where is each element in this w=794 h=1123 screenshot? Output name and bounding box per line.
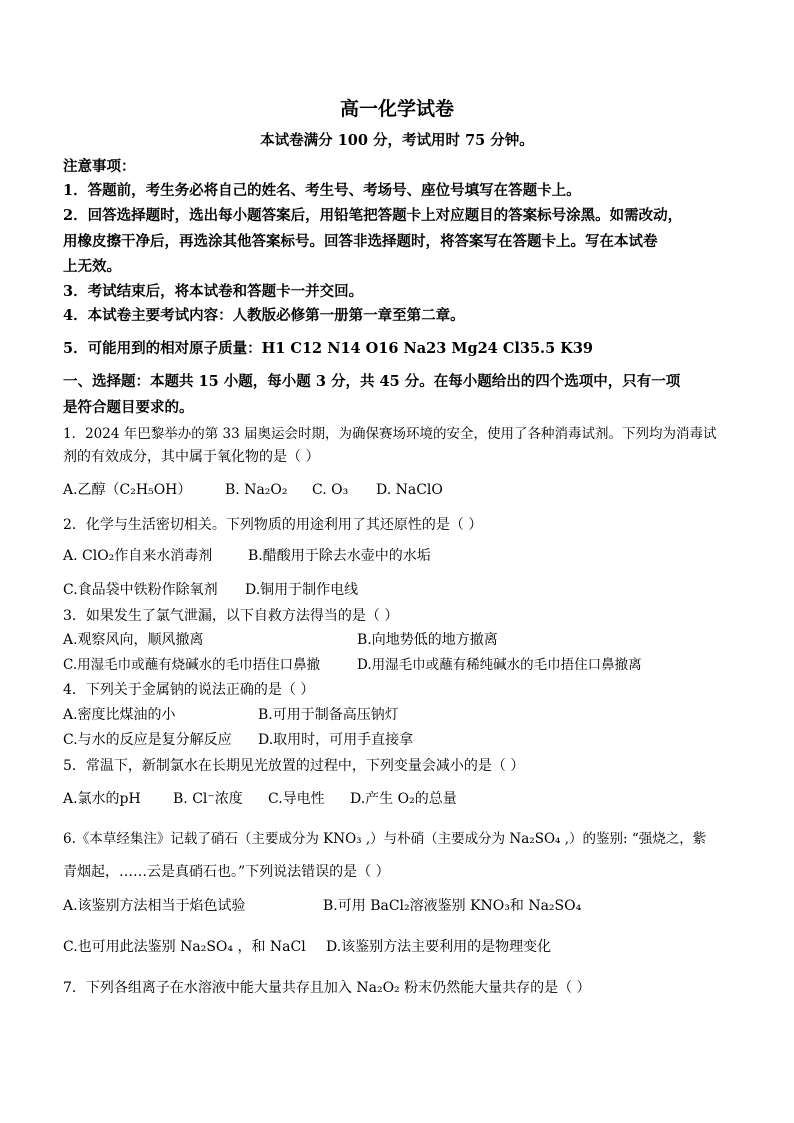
q6-stem-line-1: 6.《本草经集注》记载了硝石（主要成分为 KNO₃ ,）与朴硝（主要成分为 Na₂SO₄ ,）的鉴别: “强烧之，紫 xyxy=(63,831,707,847)
q3-option-c: C.用湿毛巾或蘸有烧碱水的毛巾捂住口鼻撤 xyxy=(63,657,321,673)
q6-option-d: D.该鉴别方法主要利用的是物理变化 xyxy=(326,939,552,955)
q2-option-b: B.醋酸用于除去水壶中的水垢 xyxy=(248,548,431,564)
q1-stem-line-1: 1．2024 年巴黎举办的第 33 届奥运会时期，为确保赛场环境的安全，使用了各种消毒试剂。下列均为消毒试 xyxy=(63,426,717,442)
q5-option-b: B. Cl⁻浓度 xyxy=(173,791,243,807)
q6-stem-line-2: 青烟起，……云是真硝石也。”下列说法错误的是（ ） xyxy=(63,864,390,880)
section-1-line-1: 一、选择题：本题共 15 小题，每小题 3 分，共 45 分。在每小题给出的四个选项中，只有一项 xyxy=(63,373,681,390)
note-item-3: 3．考试结束后，将本试卷和答题卡一并交回。 xyxy=(63,283,364,300)
q2-option-c: C.食品袋中铁粉作除氧剂 xyxy=(63,582,218,598)
q6-option-b: B.可用 BaCl₂溶液鉴别 KNO₃和 Na₂SO₄ xyxy=(323,898,582,914)
q1-option-c: C. O₃ xyxy=(312,482,349,498)
note-item-1: 1．答题前，考生务必将自己的姓名、考生号、考场号、座位号填写在答题卡上。 xyxy=(63,182,581,199)
q3-option-d: D.用湿毛巾或蘸有稀纯碱水的毛巾捂住口鼻撤离 xyxy=(357,657,642,673)
q6-option-a: A.该鉴别方法相当于焰色试验 xyxy=(63,898,246,914)
note-item-2-line-1: 2．回答选择题时，选出每小题答案后，用铅笔把答题卡上对应题目的答案标号涂黑。如需改动， xyxy=(63,207,683,224)
q4-option-b: B.可用于制备高压钠灯 xyxy=(258,707,399,723)
exam-subtitle: 本试卷满分 100 分，考试用时 75 分钟。 xyxy=(260,132,534,149)
exam-title: 高一化学试卷 xyxy=(339,98,454,120)
q2-option-a: A. ClO₂作自来水消毒剂 xyxy=(63,548,213,564)
q3-stem: 3．如果发生了氯气泄漏，以下自救方法得当的是（ ） xyxy=(63,608,399,624)
q5-option-c: C.导电性 xyxy=(268,791,325,807)
q2-option-d: D.铜用于制作电线 xyxy=(245,582,359,598)
q4-option-c: C.与水的反应是复分解反应 xyxy=(63,732,232,748)
q4-option-a: A.密度比煤油的小 xyxy=(63,707,176,723)
q1-option-a: A.乙醇（C₂H₅OH） xyxy=(63,482,192,498)
q3-option-b: B.向地势低的地方撤离 xyxy=(357,632,498,648)
q1-option-d: D. NaClO xyxy=(376,482,443,498)
notes-heading: 注意事项： xyxy=(63,158,136,175)
q5-option-d: D.产生 O₂的总量 xyxy=(350,791,457,807)
q1-stem-line-2: 剂的有效成分，其中属于氧化物的是（ ） xyxy=(63,449,320,465)
q4-option-d: D.取用时，可用手直接拿 xyxy=(258,732,414,748)
note-item-4: 4．本试卷主要考试内容：人教版必修第一册第一章至第二章。 xyxy=(63,307,465,324)
q5-option-a: A.氯水的pH xyxy=(63,791,141,807)
q7-stem: 7．下列各组离子在水溶液中能大量共存且加入 Na₂O₂ 粉末仍然能大量共存的是（ ） xyxy=(63,980,591,996)
q3-option-a: A.观察风向，顺风撤离 xyxy=(63,632,204,648)
q5-stem: 5．常温下，新制氯水在长期见光放置的过程中，下列变量会减小的是（ ） xyxy=(63,758,525,774)
note-item-5: 5．可能用到的相对原子质量：H1 C12 N14 O16 Na23 Mg24 Cl35.5 K39 xyxy=(63,340,594,357)
note-item-2-line-3: 上无效。 xyxy=(63,258,121,275)
q6-option-c: C.也可用此法鉴别 Na₂SO₄ ，和 NaCl xyxy=(63,939,306,955)
q2-stem: 2．化学与生活密切相关。下列物质的用途利用了其还原性的是（ ） xyxy=(63,517,483,533)
q4-stem: 4．下列关于金属钠的说法正确的是（ ） xyxy=(63,682,315,698)
section-1-line-2: 是符合题目要求的。 xyxy=(63,399,194,416)
q1-option-b: B. Na₂O₂ xyxy=(225,482,288,498)
note-item-2-line-2: 用橡皮擦干净后，再选涂其他答案标号。回答非选择题时，将答案写在答题卡上。写在本试卷 xyxy=(63,233,658,250)
